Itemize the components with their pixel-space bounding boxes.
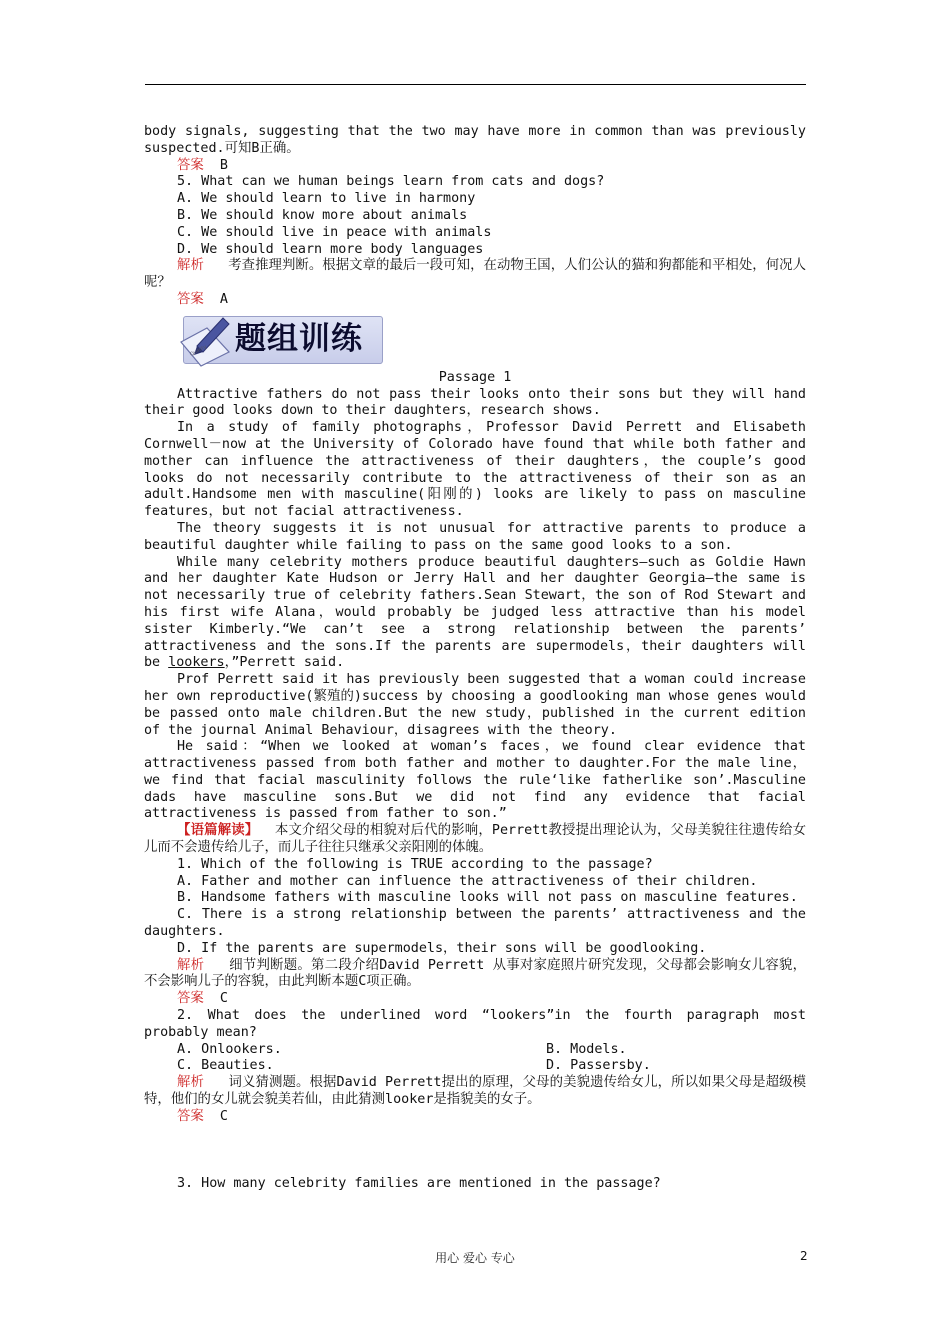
question-2-answer: 答案 C	[177, 1108, 228, 1124]
passage-paragraph-3: The theory suggests it is not unusual for attractive parents to produce a beautiful daughter while failing to pass on the same good looks to a son.	[144, 520, 806, 553]
question-2-stem: 2. What does the underlined word “lookers”in the fourth paragraph most probably mean?	[144, 1008, 806, 1040]
question-5-stem: 5. What can we human beings learn from cats and dogs?	[177, 174, 605, 190]
question-2-options-row-2: C. Beauties. D. Passersby.	[177, 1058, 651, 1074]
question-5-option-c: C. We should live in peace with animals	[177, 224, 492, 240]
question-1-analysis: 解析 细节判断题。第二段介绍David Perrett 从事对家庭照片研究发现，父母都会影响女儿容貌，不会影响儿子的容貌，由此判断本题C项正确。	[144, 957, 807, 990]
question-1-answer: 答案 C	[177, 991, 228, 1007]
question-1-stem: 1. Which of the following is TRUE according to the passage?	[177, 856, 653, 872]
header-rule	[145, 84, 806, 85]
question-2-options-row-1: A. Onlookers. B. Models.	[177, 1041, 627, 1057]
footer-slogan: 用心 爱心 专心	[435, 1251, 515, 1265]
document-body	[144, 124, 806, 1192]
svg-text:Quality: Quality	[189, 343, 208, 358]
question-3-stem: 3. How many celebrity families are mentioned in the passage?	[177, 1175, 661, 1191]
question-1-option-c: C. There is a strong relationship between the parents’ attractiveness and the daughters.	[144, 907, 806, 940]
question-1-option-b: B. Handsome fathers with masculine looks will not pass on masculine features.	[177, 890, 798, 906]
question-5-option-d: D. We should learn more body languages	[177, 241, 484, 257]
question-5-analysis: 解析 考查推理判断。根据文章的最后一段可知，在动物王国，人们公认的猫和狗都能和平相处，何况人呢？	[144, 258, 807, 291]
question-1-option-d: D. If the parents are supermodels，their sons will be goodlooking.	[177, 940, 707, 956]
answer-line: 答案 B	[177, 157, 228, 173]
passage-analysis: 【语篇解读】 本文介绍父母的相貌对后代的影响，Perrett教授提出理论认为，父母美貌往往遗传给女儿而不会遗传给儿子，而儿子往往只继承父亲阳刚的体魄。	[144, 823, 807, 856]
question-5-option-a: A. We should learn to live in harmony	[177, 191, 476, 207]
section-banner	[177, 312, 383, 368]
passage-paragraph-5: Prof Perrett said it has previously been suggested that a woman could increase her own reproductive(繁殖的)success by choosing a goodlooking man whose genes would be passed onto male children.But the new study，published in the current edition of the journal Animal Behaviour，disagrees with the theory.	[144, 672, 806, 738]
continued-text: body signals, suggesting that the two may have more in common than was previously suspected.可知B正确。	[144, 124, 806, 156]
question-5-option-b: B. We should know more about animals	[177, 207, 468, 223]
underlined-word: lookers	[168, 655, 225, 671]
question-5-answer: 答案 A	[177, 291, 228, 307]
passage-title: Passage 1	[438, 369, 512, 385]
question-1-option-a: A. Father and mother can influence the attractiveness of their children.	[177, 873, 758, 889]
page-number: 2	[800, 1249, 808, 1263]
question-2-analysis: 解析 词义猜测题。根据David Perrett提出的原理，父母的美貌遗传给女儿，所以如果父母是超级模特，他们的女儿就会貌美若仙，由此猜测looker是指貌美的女子。	[144, 1075, 807, 1108]
passage-paragraph-1: Attractive fathers do not pass their looks onto their sons but they will hand their good looks down to their daughters，research shows.	[144, 386, 806, 419]
passage-paragraph-6: He said：“When we looked at woman’s faces，we found clear evidence that attractiveness passed from both father and mother to daughter.For the male line，we find that facial masculinity follows the rule‘like fatherlike son’.Masculine dads have masculine sons.But we did not find any evidence that facial attractiveness is passed from father to son.”	[144, 739, 806, 822]
banner-title: 题组训练	[235, 320, 363, 357]
passage-paragraph-4: While many celebrity mothers produce beautiful daughters—such as Goldie Hawn and her daughter Kate Hudson or Jerry Hall and her daughter Georgia—the same is not necessarily true of celebrity fathers.Sean Stewart，the son of Rod Stewart and his first wife Alana，would probably be judged less attractive than his model sister Kimberly.“We can’t see a strong relationship between the parents’ attractiveness and the sons.If the parents are supermodels，their daughters will be lookers，”Perrett said.	[144, 554, 806, 671]
passage-paragraph-2: In a study of family photographs，Professor David Perrett and Elisabeth Cornwell－now at the University of Colorado have found that while both father and mother can influence the attractiveness of their daughters，the couple’s good looks do not necessarily contribute to the attractiveness of their son as an adult.Handsome men with masculine(阳刚的) looks are likely to pass on masculine features，but not facial attractiveness.	[144, 420, 806, 520]
pen-paper-icon	[177, 312, 237, 368]
